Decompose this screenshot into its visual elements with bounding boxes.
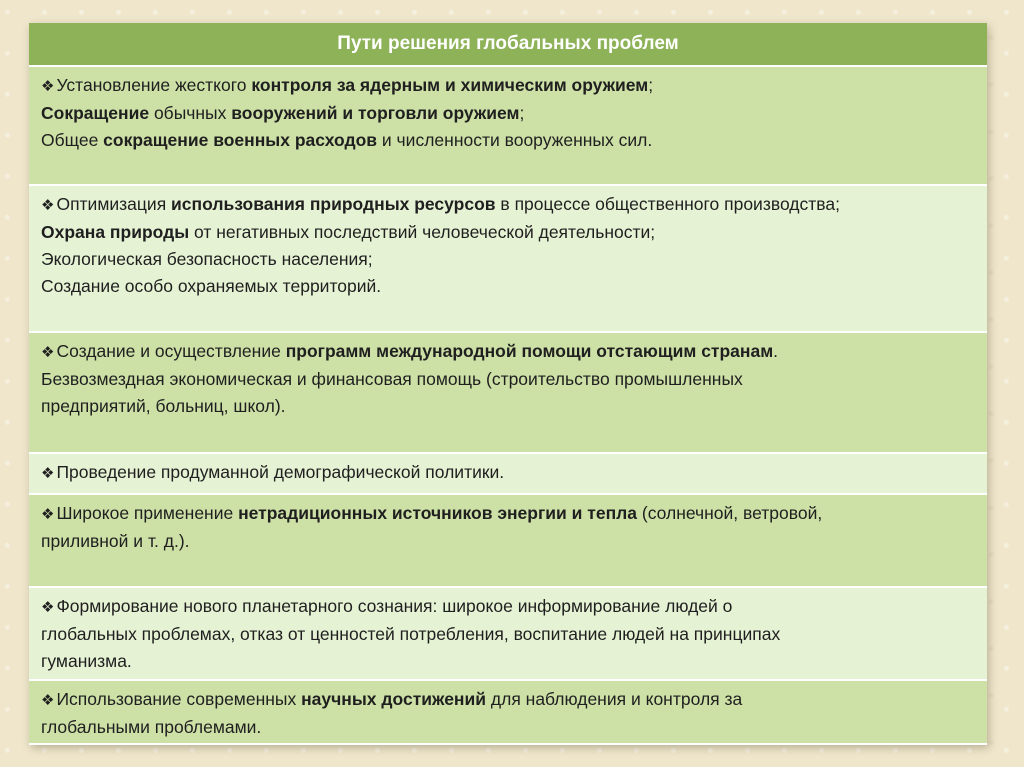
diamond-bullet-icon: ❖ — [41, 465, 55, 482]
row-7-cell — [29, 680, 987, 744]
row-text-line — [41, 72, 977, 100]
row-text-line — [41, 191, 977, 219]
text-run: Формирование нового планетарного сознания: широкое информирование людей о — [56, 596, 733, 616]
text-run: ; — [519, 103, 525, 123]
text-run: Безвозмездная экономическая и финансовая помощь (строительство промышленных — [41, 369, 743, 389]
text-run: и численности вооруженных сил. — [377, 130, 653, 150]
table-row — [29, 66, 987, 185]
row-text-line — [41, 459, 977, 487]
bold-text-run: контроля за ядерным и химическим оружием — [251, 75, 649, 95]
text-run: глобальных проблемах, отказ от ценностей потребления, воспитание людей на принципах — [41, 624, 781, 644]
text-run: в процессе общественного производства; — [495, 194, 840, 214]
text-run: Экологическая безопасность населения; — [41, 249, 373, 269]
bold-text-run: Сокращение — [41, 103, 150, 123]
table-row — [29, 494, 987, 587]
text-run: обычных — [149, 103, 232, 123]
diamond-bullet-icon: ❖ — [41, 197, 55, 214]
row-text-line — [41, 593, 977, 621]
text-run: Создание особо охраняемых территорий. — [41, 276, 382, 296]
diamond-bullet-icon: ❖ — [41, 599, 55, 616]
text-run: Создание и осуществление — [56, 341, 286, 361]
row-text-line — [41, 648, 977, 675]
row-text-line — [41, 686, 977, 714]
text-run: для наблюдения и контроля за — [486, 689, 743, 709]
row-text-line — [41, 528, 977, 555]
row-4-cell — [29, 453, 987, 494]
table-row — [29, 587, 987, 680]
row-3-cell — [29, 332, 987, 453]
bold-text-run: сокращение военных расходов — [103, 130, 378, 150]
text-run: Оптимизация — [56, 194, 172, 214]
row-text-line — [41, 621, 977, 648]
table-header: Пути решения глобальных проблем — [29, 23, 987, 66]
text-run: Широкое применение — [56, 503, 239, 523]
bold-text-run: программ международной помощи отстающим странам — [285, 341, 774, 361]
row-text-line — [41, 273, 977, 300]
row-text-line — [41, 246, 977, 273]
text-run: предприятий, больниц, школ). — [41, 396, 286, 416]
bold-text-run: вооружений и торговли оружием — [231, 103, 520, 123]
table-row — [29, 680, 987, 744]
bold-text-run: научных достижений — [301, 689, 487, 709]
diamond-bullet-icon: ❖ — [41, 78, 55, 95]
text-run: Использование современных — [56, 689, 302, 709]
row-text-line — [41, 393, 977, 420]
row-5-cell — [29, 494, 987, 587]
table-row — [29, 453, 987, 494]
text-run: приливной и т. д.). — [41, 531, 190, 551]
row-6-cell — [29, 587, 987, 680]
row-text-line — [41, 219, 977, 246]
table-row — [29, 332, 987, 453]
solutions-table — [29, 23, 987, 745]
row-text-line — [41, 500, 977, 528]
table-header-row — [29, 23, 987, 66]
table-row — [29, 185, 987, 332]
row-2-cell — [29, 185, 987, 332]
text-run: ; — [648, 75, 654, 95]
text-run: . — [773, 341, 779, 361]
text-run: Общее — [41, 130, 104, 150]
text-run: гуманизма. — [41, 651, 132, 671]
bold-text-run: Охрана природы — [41, 222, 190, 242]
text-run: глобальными проблемами. — [41, 717, 262, 737]
solutions-table-card — [29, 23, 987, 745]
row-text-line — [41, 127, 977, 154]
text-run: (солнечной, ветровой, — [637, 503, 823, 523]
row-1-cell — [29, 66, 987, 185]
diamond-bullet-icon: ❖ — [41, 506, 55, 523]
row-text-line — [41, 366, 977, 393]
text-run: от негативных последствий человеческой деятельности; — [189, 222, 656, 242]
diamond-bullet-icon: ❖ — [41, 344, 55, 361]
bold-text-run: использования природных ресурсов — [171, 194, 496, 214]
text-run: Проведение продуманной демографической политики. — [56, 462, 505, 482]
bold-text-run: нетрадиционных источников энергии и тепла — [238, 503, 637, 523]
diamond-bullet-icon: ❖ — [41, 692, 55, 709]
row-text-line — [41, 100, 977, 127]
row-text-line — [41, 714, 977, 741]
text-run: Установление жесткого — [56, 75, 252, 95]
row-text-line — [41, 338, 977, 366]
